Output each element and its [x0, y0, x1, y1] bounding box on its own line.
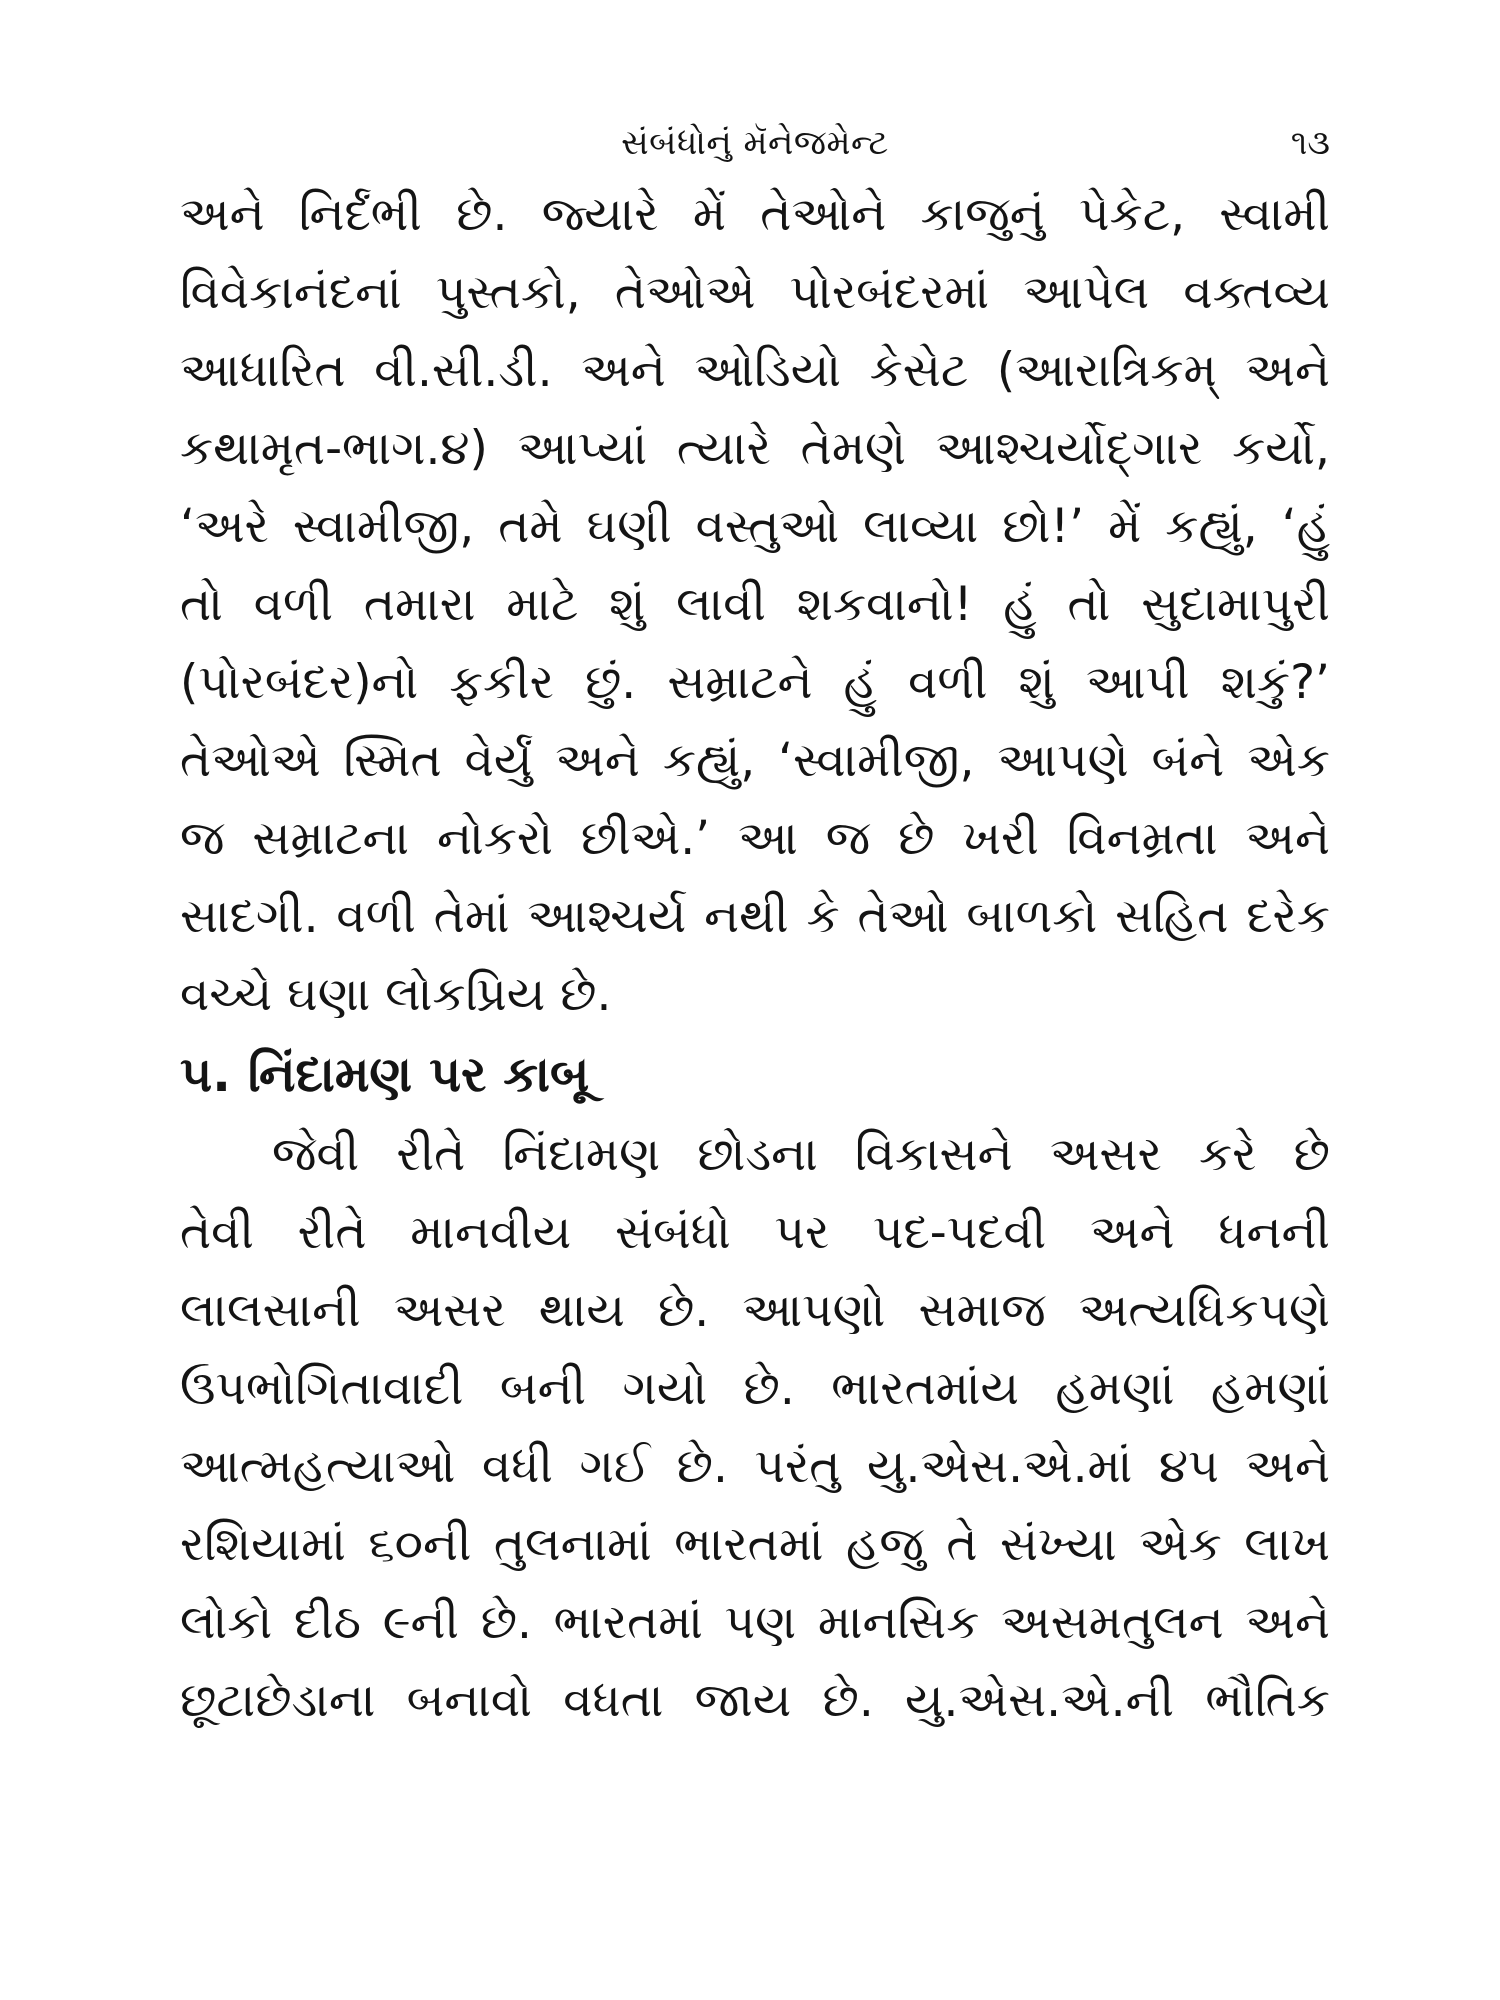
body-text — [180, 176, 1330, 1740]
text-line: છૂટાછેડાના બનાવો વધતા જાય છે. યુ.એસ.એ.ની ભૌતિક — [180, 1673, 1330, 1728]
text-line: ‘અરે સ્વામીજી, તમે ઘણી વસ્તુઓ લાવ્યા છો!’ મેં કહ્યું, ‘હું — [180, 499, 1330, 554]
text-line: રશિયામાં ૬૦ની તુલનામાં ભારતમાં હજુ તે સંખ્યા એક લાખ — [180, 1517, 1330, 1572]
paragraph — [180, 1116, 1330, 1740]
text-line: તો વળી તમારા માટે શું લાવી શકવાનો! હું તો સુદામાપુરી — [180, 577, 1330, 632]
text-line: તેઓએ સ્મિત વેર્યું અને કહ્યું, ‘સ્વામીજી, આપણે બંને એક — [180, 733, 1330, 788]
text-line: આધારિત વી.સી.ડી. અને ઓડિયો કેસેટ (આરાત્રિકમ્ અને — [180, 343, 1330, 398]
text-line: લોકો દીઠ ૯ની છે. ભારતમાં પણ માનસિક અસમતુલન અને — [180, 1595, 1330, 1650]
text-line: તેવી રીતે માનવીય સંબંધો પર પદ-પદવી અને ધનની — [180, 1205, 1330, 1260]
running-header — [180, 118, 1330, 168]
text-line: સાદગી. વળી તેમાં આશ્ચર્ય નથી કે તેઓ બાળકો સહિત દરેક — [180, 889, 1330, 944]
text-line: જ સમ્રાટના નોકરો છીએ.’ આ જ છે ખરી વિનમ્રતા અને — [180, 811, 1330, 866]
text-line: ઉપભોગિતાવાદી બની ગયો છે. ભારતમાંય હમણાં હમણાં — [180, 1361, 1330, 1416]
page-number: ૧૩ — [1290, 123, 1330, 163]
text-line: અને નિર્દંભી છે. જ્યારે મેં તેઓને કાજુનું પેકેટ, સ્વામી — [180, 187, 1330, 242]
section-heading: ૫. નિંદામણ પર કાબૂ — [180, 1046, 590, 1103]
text-line: વિવેકાનંદનાં પુસ્તકો, તેઓએ પોરબંદરમાં આપેલ વક્તવ્ય — [180, 265, 1330, 320]
text-line: કથામૃત-ભાગ.૪) આપ્યાં ત્યારે તેમણે આશ્ચર્યોદ્ગાર કર્યો, — [180, 421, 1330, 476]
running-title: સંબંધોનું મૅનેજમેન્ટ — [621, 123, 889, 163]
text-line: લાલસાની અસર થાય છે. આપણો સમાજ અત્યધિકપણે — [180, 1283, 1330, 1338]
text-line: વચ્ચે ઘણા લોકપ્રિય છે. — [180, 967, 612, 1022]
text-line: (પોરબંદર)નો ફકીર છું. સમ્રાટને હું વળી શું આપી શકું?’ — [180, 655, 1330, 710]
text-line: આત્મહત્યાઓ વધી ગઈ છે. પરંતુ યુ.એસ.એ.માં ૪૫ અને — [180, 1439, 1330, 1494]
paragraph-continued — [180, 176, 1330, 1034]
text-line: જેવી રીતે નિંદામણ છોડના વિકાસને અસર કરે છે — [272, 1127, 1330, 1182]
